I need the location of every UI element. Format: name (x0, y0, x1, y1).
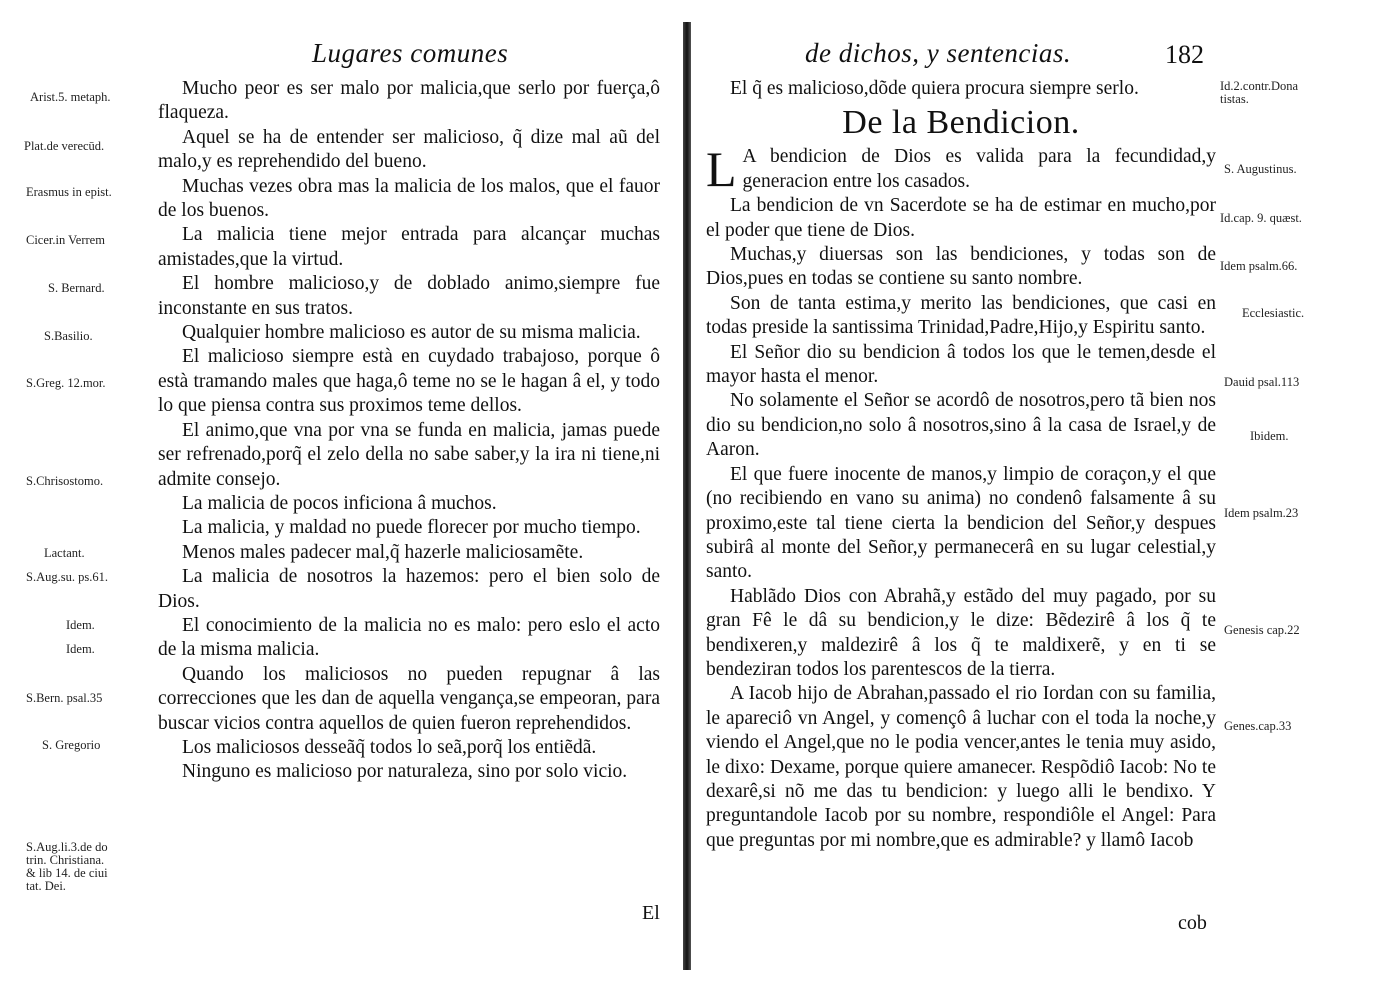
marginal-note: Genes.cap.33 (1224, 719, 1292, 733)
right-catchword: cob (1178, 912, 1207, 934)
marginal-note: Ecclesiastic. (1242, 306, 1305, 320)
paragraph: El animo,que vna por vna se funda en malicia, jamas puede ser refrenado,porq̃ el zelo della no sabe saber,y la ira ni tiene,ni admite consejo. (158, 419, 660, 490)
paragraph: El malicioso siempre està en cuydado trabajoso, porque ô està tramando males que haga,ô teme no se le hagan â el, y todo lo que piensa contra sus proximos teme dellos. (158, 346, 660, 417)
marginal-note: S. Gregorio (42, 738, 101, 752)
left-catchword: El (642, 902, 660, 924)
paragraph: Quando los maliciosos no pueden repugnar â las correcciones que les dan de aquella vengança,se empeoran, para buscar vicios contra aquellos de quien fueron reprehendidos. (158, 663, 660, 734)
marginal-note: Idem psalm.23 (1224, 506, 1299, 520)
marginal-note: Dauid psal.113 (1224, 375, 1300, 389)
marginal-note: S. Bernard. (48, 281, 105, 295)
paragraph: Muchas vezes obra mas la malicia de los malos, que el fauor de los buenos. (158, 175, 660, 222)
marginal-note: Ibidem. (1250, 429, 1289, 443)
first-paragraph (706, 141, 1216, 198)
right-running-head: de dichos, y sentencias. (805, 38, 1072, 68)
marginal-note: Id.cap. 9. quæst. (1220, 211, 1302, 225)
drop-cap: L (706, 141, 737, 198)
marginal-note: S.Greg. 12.mor. (26, 376, 106, 390)
marginal-note: S. Augustinus. (1224, 162, 1297, 176)
paragraph: A Iacob hijo de Abrahan,passado el rio Iordan con su familia, le apareciô vn Angel, y començô â luchar con el toda la noche,y viendo el Angel,que no le podia vencer,antes le tenia muy asido, le dixo: Dexame, porque quiere amanecer. Respõdiô Iacob: No te dexarê,si nõ me das tu bendicion: y luego alli le bendixo. Y preguntandole Iacob por su nombre, respondiôle el Angel: Para que preguntas por mi nombre,que es admirable? y llamô Iacob (706, 683, 1216, 851)
paragraph: Qualquier hombre malicioso es autor de su misma malicia. (182, 322, 641, 344)
marginal-note: Erasmus in epist. (26, 185, 112, 199)
paragraph: El hombre malicioso,y de doblado animo,siempre fue inconstante en sus tratos. (158, 273, 660, 319)
marginal-note: Id.2.contr.Dona tistas. (1220, 79, 1299, 106)
paragraph: El Señor dio su bendicion â todos los que le temen,desde el mayor hasta el menor. (706, 341, 1216, 388)
left-page (0, 0, 680, 1000)
paragraph: No solamente el Señor se acordô de nosotros,pero tã bien nos dio su bendicion,no solo â nosotros,sino â la casa de Israel,y de Aaron. (706, 390, 1216, 461)
marginal-note: Plat.de verecūd. (24, 139, 105, 153)
right-page (690, 0, 1376, 1000)
marginal-note: S.Chrisostomo. (26, 474, 104, 488)
marginal-note: Lactant. (44, 546, 85, 560)
marginal-note: Arist.5. metaph. (30, 90, 111, 104)
opening-line: El q̃ es malicioso,dõde quiera procura siempre serlo. (730, 78, 1139, 99)
paragraph: La malicia tiene mejor entrada para alcançar muchas amistades,que la virtud. (158, 224, 660, 270)
marginal-note: S.Bern. psal.35 (26, 691, 103, 705)
paragraph: Aquel se ha de entender ser malicioso, q̃ dize mal aũ del malo,y es reprehendido del bueno. (158, 126, 660, 173)
first-paragraph-text: A bendicion de Dios es valida para la fecundidad,y generacion entre los casados. (742, 146, 1216, 192)
marginal-note: S.Aug.li.3.de do trin. Christiana. & lib 14. de ciui tat. Dei. (26, 840, 108, 893)
marginal-note: Idem psalm.66. (1220, 259, 1298, 273)
right-body-text (706, 77, 1216, 853)
paragraph: Menos males padecer mal,q̃ hazerle maliciosamẽte. (182, 541, 584, 563)
marginal-note: Cicer.in Verrem (26, 233, 105, 247)
paragraph: La malicia, y maldad no puede florecer por mucho tiempo. (182, 517, 641, 539)
page-number: 182 (1165, 40, 1204, 69)
marginal-note: Idem. (66, 618, 95, 632)
marginal-note: Idem. (66, 642, 95, 656)
left-body-text (158, 77, 660, 785)
paragraph: El conocimiento de la malicia no es malo: pero eslo el acto de la misma malicia. (158, 614, 660, 661)
paragraph: Ninguno es malicioso por naturaleza, sino por solo vicio. (182, 761, 628, 783)
paragraph: El que fuere inocente de manos,y limpio de coraçon,y el que (no recibiendo en vano su anima) no condenô falsamente â su proximo,este tal tiene cierta la bendicion del Señor,y despues subirâ al monte del Señor,y permanecerâ en su lugar celestial,y santo. (706, 463, 1216, 583)
paragraph: Mucho peor es ser malo por malicia,que serlo por fuerça,ô flaqueza. (158, 78, 660, 124)
marginal-note: Genesis cap.22 (1224, 623, 1300, 637)
paragraph: Hablãdo Dios con Abrahã,y estãdo del muy pagado, por su gran Fê le dâ su bendicion,y le dize: Bẽdezirê â los q̃ te bendixeren,y maldezirê â los q̃ te maldixerẽ, y en ti se bendeziran todos los parentescos de la tierra. (706, 585, 1216, 680)
paragraph: Son de tanta estima,y merito las bendiciones, que casi en todas preside la santissima Trinidad,Padre,Hijo,y Espiritu santo. (706, 292, 1216, 339)
left-running-head: Lugares comunes (312, 38, 509, 68)
paragraph: La malicia de nosotros la hazemos: pero el bien solo de Dios. (158, 566, 660, 612)
paragraph: Muchas,y diuersas son las bendiciones, y todas son de Dios,pues en todas se contiene su santo nombre. (706, 244, 1216, 290)
section-title: De la Bendicion. (842, 104, 1080, 142)
paragraph: La malicia de pocos inficiona â muchos. (182, 492, 497, 514)
marginal-note: S.Aug.su. ps.61. (26, 570, 108, 584)
paragraph: Los maliciosos desseãq̃ todos lo seã,porq̃ los entiẽdã. (182, 736, 597, 758)
marginal-note: S.Basilio. (44, 329, 93, 343)
paragraph: La bendicion de vn Sacerdote se ha de estimar en mucho,por el poder que tiene de Dios. (706, 195, 1216, 241)
